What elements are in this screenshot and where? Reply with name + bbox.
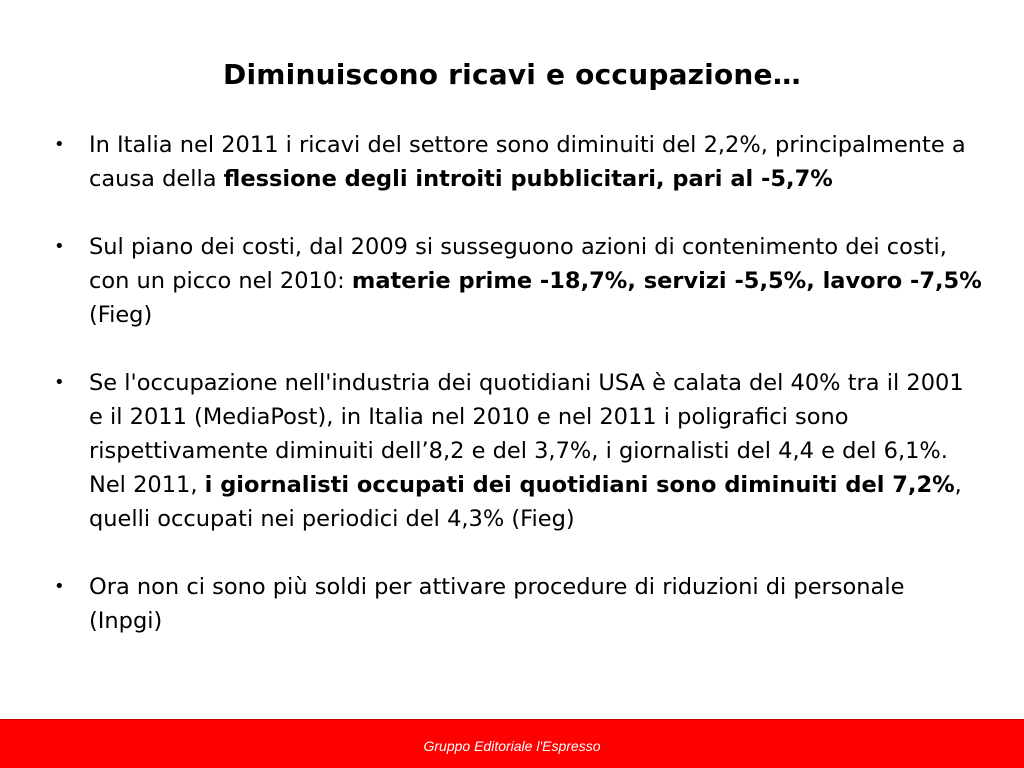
- bullet-item: [54, 128, 984, 196]
- bullet-dot-icon: •: [54, 576, 65, 597]
- footer-text: Gruppo Editoriale l'Espresso: [423, 738, 601, 754]
- bullet-segment: , quelli occupati nei periodici del 4,3% (Fieg): [89, 472, 962, 532]
- bullet-dot-icon: •: [54, 236, 65, 257]
- bullet-segment: Se l'occupazione nell'industria dei quotidiani USA è calata del 40% tra il 2001 e il 2011 (MediaPost), in Italia nel 2010 e nel 2011 i poligrafici sono rispettivamente diminuiti dell’8,2 e del 3,7%, i giornalisti del 4,4 e del 6,1%. Nel 2011,: [89, 370, 964, 498]
- bullet-text: [89, 574, 904, 634]
- bullet-dot-icon: •: [54, 372, 65, 393]
- bullet-dot-icon: •: [54, 134, 65, 155]
- bullet-item: [54, 230, 984, 332]
- bullet-segment: Sul piano dei costi, dal 2009 si susseguono azioni di contenimento dei costi, con un picco nel 2010:: [89, 234, 947, 294]
- bullet-segment: Ora non ci sono più soldi per attivare procedure di riduzioni di personale (Inpgi): [89, 574, 905, 634]
- slide-title: Diminuiscono ricavi e occupazione…: [223, 58, 801, 91]
- bullet-segment: (Fieg): [89, 302, 153, 328]
- bullet-list: [54, 128, 984, 672]
- bullet-text: [89, 132, 966, 192]
- bullet-segment-bold: i giornalisti occupati dei quotidiani sono diminuiti del 7,2%: [204, 472, 955, 498]
- bullet-item: [54, 570, 984, 638]
- bullet-segment: In Italia nel 2011 i ricavi del settore sono diminuiti del 2,2%, principalmente a causa della: [89, 132, 966, 192]
- bullet-text: [89, 234, 982, 328]
- bullet-segment-bold: flessione degli introiti pubblicitari, pari al -5,7%: [223, 166, 833, 192]
- bullet-segment-bold: materie prime -18,7%, servizi -5,5%, lavoro -7,5%: [351, 268, 982, 294]
- bullet-item: [54, 366, 984, 536]
- bullet-text: [89, 370, 964, 532]
